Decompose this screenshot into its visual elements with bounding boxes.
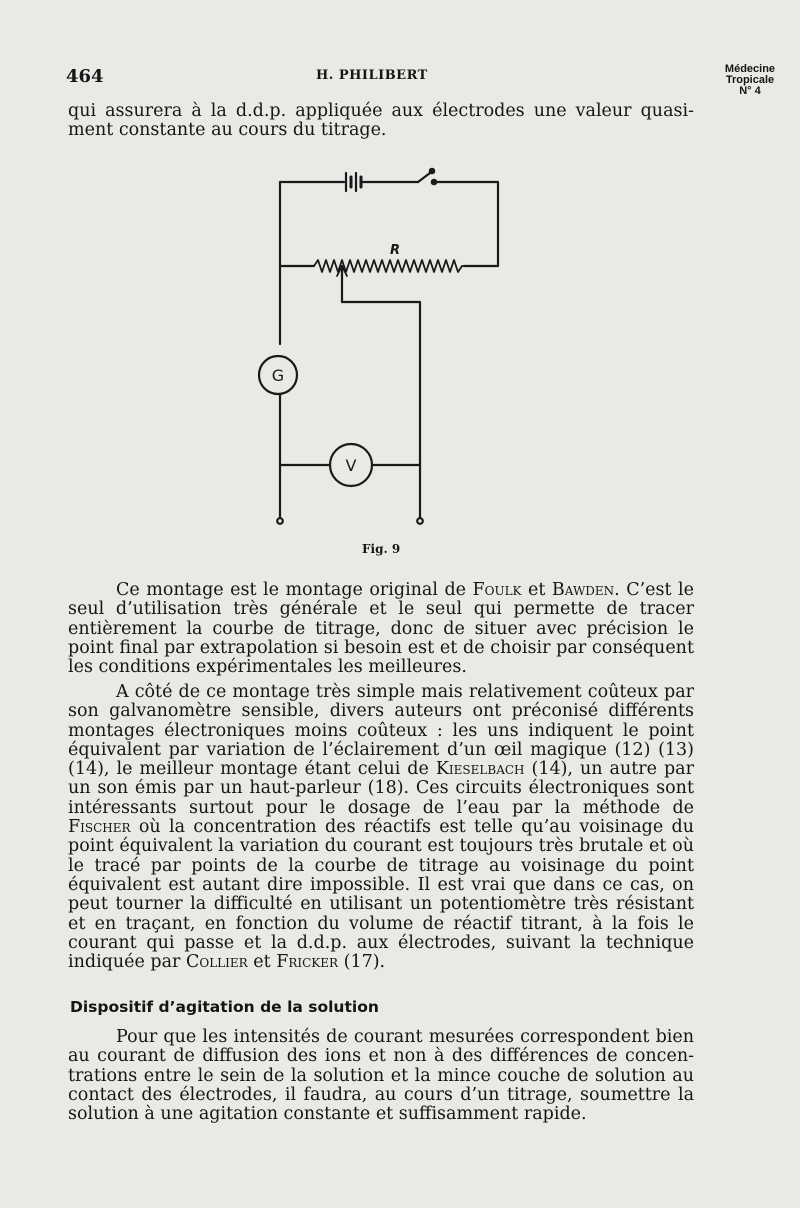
right-loop-wire [436,182,498,266]
battery-icon [346,173,361,191]
author-name: H. PHILIBERT [316,68,428,83]
journal-name-line1: Médecine [724,63,776,75]
author-name-fricker: Fricker [276,952,339,973]
journal-name-line2: Tropicale [725,74,775,86]
paragraph-2 [68,683,694,972]
section-heading: Dispositif d’agitation de la solution [70,998,379,1016]
paragraph-1-text: Ce montage est le montage original de Foulk et Bawden. C’est le seul d’utilisation très générale et le seul qui permette de tracer entièrement la courbe de titrage, donc de situer avec précision le point final par extrapolation si besoin est et de choisir par conséquent les conditions expérimentales les meilleures. [68,580,694,678]
circuit-diagram [250,160,510,530]
galvanometer-label: G [271,366,285,385]
right-terminal-icon [417,518,423,524]
paragraph-3-text: Pour que les intensités de courant mesurées correspondent bien au courant de diffusion des ions et non à des différences de concen-trations entre le sein de la solution et la mince couche de solution au contact des électrodes, il faudra, au cours d’un titrage, soumettre la solution à une agitation constante et suffisamment rapide. [68,1027,694,1125]
voltmeter-label: V [345,456,357,475]
paragraph-3 [68,1028,694,1124]
page-number: 464 [66,66,104,87]
left-terminal-icon [277,518,283,524]
intro-paragraph [68,102,694,141]
author-name-kieselbach: Kieselbach [435,759,525,780]
running-head [66,64,792,104]
paragraph-1 [68,581,694,677]
author-name-collier: Collier [185,952,248,973]
author-name-fischer: Fischer [68,817,131,838]
journal-issue: N° 4 [739,85,761,97]
author-name-foulk: Foulk [472,580,522,600]
journal-info [708,64,792,97]
figure-caption: Fig. 9 [362,542,401,556]
switch-icon [418,169,436,184]
resistor-label: R [390,243,401,258]
slider-wire [342,266,420,518]
resistor-icon [314,260,464,272]
author-name-bawden: Bawden [551,580,615,600]
intro-text: qui assurera à la d.d.p. appliquée aux électrodes une valeur quasi-ment constante au cours du titrage. [68,101,694,141]
paragraph-2-text: A côté de ce montage très simple mais relativement coûteux par son galvanomètre sensible, divers auteurs ont préconisé différents montages électroniques moins coûteux : les uns indiquent le point équivalent par variation de l’éclairement d’un œil magique (12) (13) (14), le meilleur montage étant celui de Kieselbach (14), un autre par un son émis par un haut-parleur (18). Ces circuits électroniques sont intéressants surtout pour le dosage de l’eau par la méthode de Fischer où la concentration des réactifs est telle qu’au voisinage du point équivalent la variation du courant est toujours très brutale et où le tracé par points de la courbe de titrage au voisinage du point équivalent est autant dire impossible. Il est vrai que dans ce cas, on peut tourner la difficulté en utilisant un potentiomètre très résistant et en traçant, en fonction du volume de réactif titrant, à la fois le courant qui passe et la d.d.p. aux électrodes, suivant la technique indiquée par Collier et Fricker (17). [68,682,694,973]
